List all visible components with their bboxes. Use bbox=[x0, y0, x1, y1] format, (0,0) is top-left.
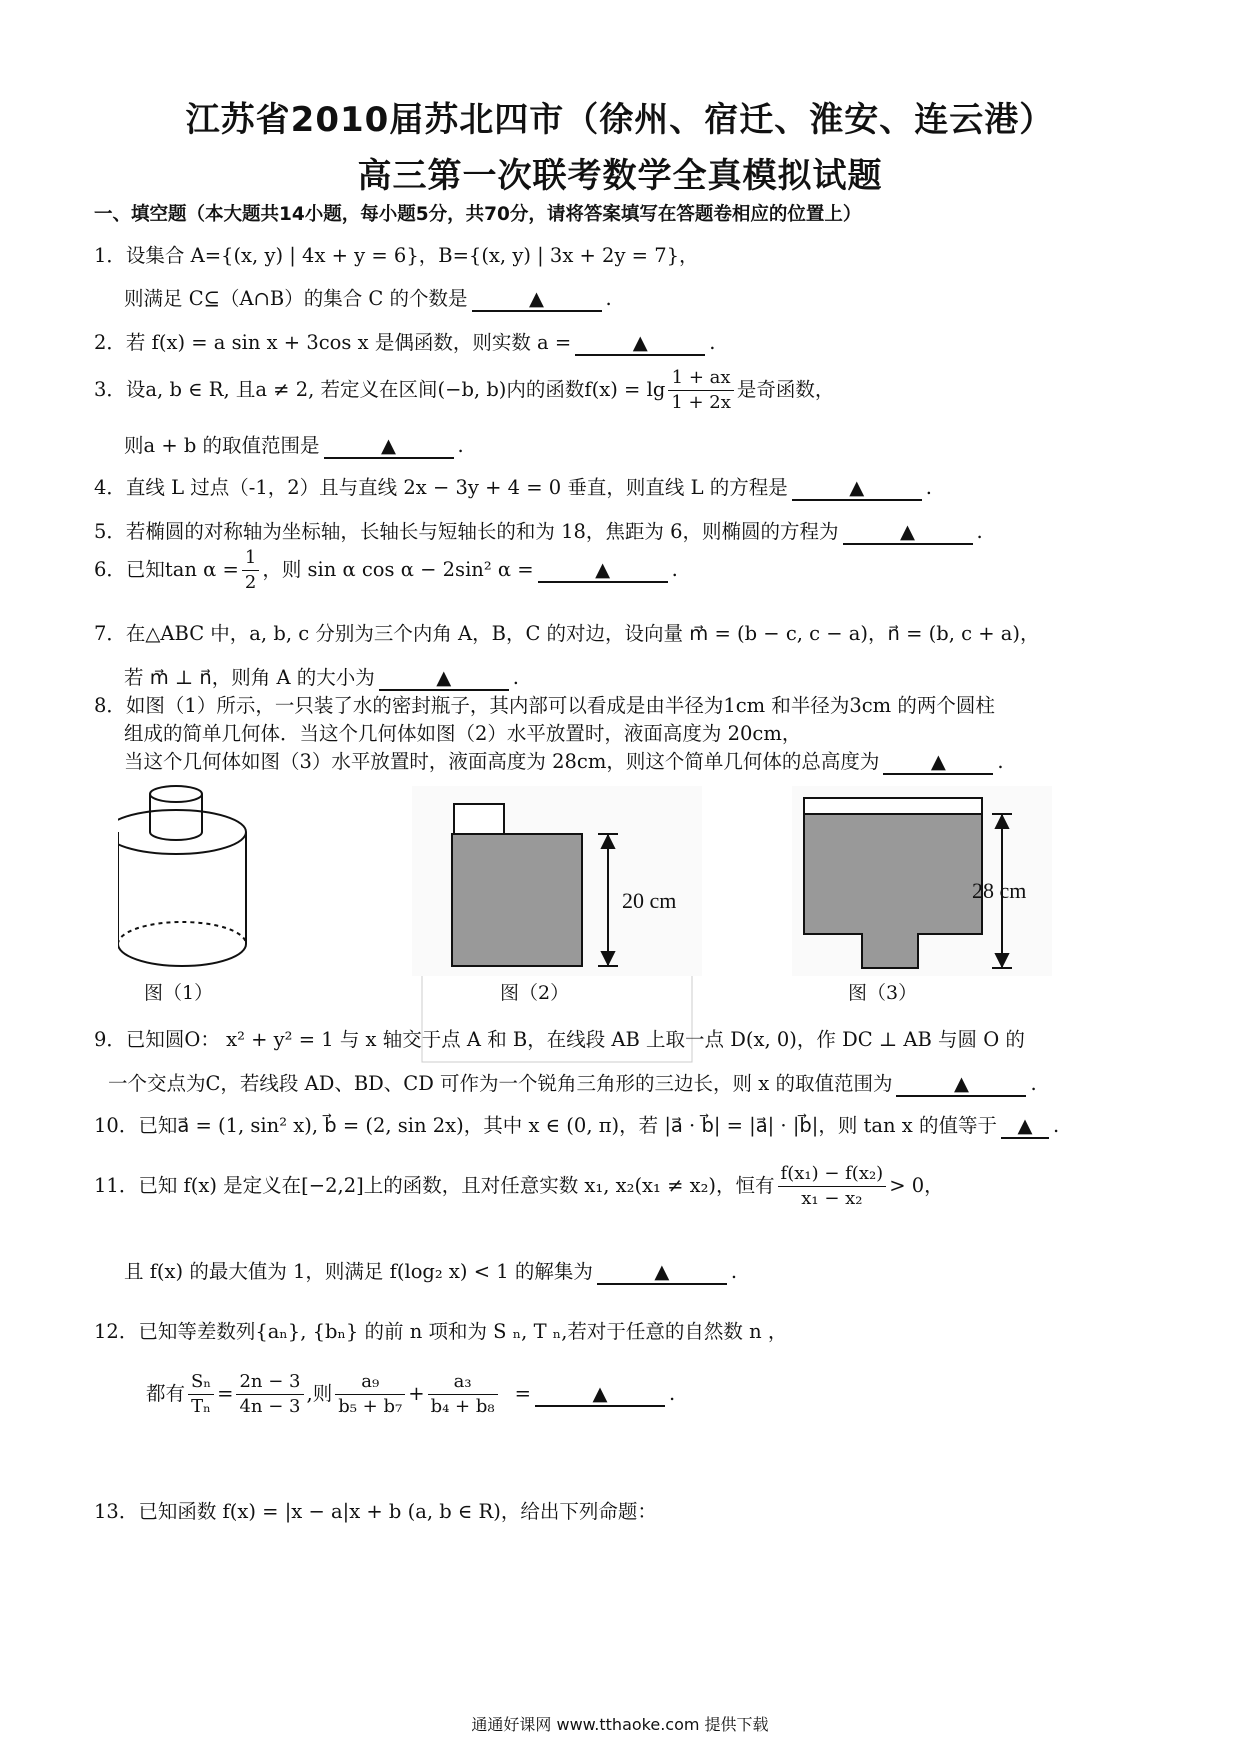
question-number: 7． bbox=[94, 622, 126, 645]
question-5 bbox=[94, 516, 983, 545]
question-text: 已知函数 f(x) = |x − a|x + b (a, b ∈ R)，给出下列命题： bbox=[138, 1500, 657, 1523]
question-text: 已知a⃗ = (1, sin² x), b⃗ = (2, sin 2x)，其中 x ∈ (0, π)，若 |a⃗ · b⃗| = |a⃗| · |b⃗|，则 tan x 的值等于 bbox=[138, 1114, 997, 1137]
question-number: 13． bbox=[94, 1500, 139, 1523]
question-end: . bbox=[997, 750, 1004, 773]
question-9-line-1 bbox=[94, 1024, 1025, 1052]
answer-blank[interactable]: ▲ bbox=[792, 477, 922, 501]
answer-blank[interactable]: ▲ bbox=[324, 435, 454, 459]
fraction bbox=[188, 1370, 214, 1419]
question-number: 8． bbox=[94, 694, 126, 717]
question-1-line-1 bbox=[94, 240, 699, 268]
fraction-numerator: 1 bbox=[242, 546, 259, 571]
answer-blank[interactable]: ▲ bbox=[472, 288, 602, 312]
question-end: . bbox=[671, 558, 678, 581]
fraction-denominator: 4n − 3 bbox=[239, 1396, 301, 1417]
question-number: 6． bbox=[94, 558, 126, 581]
question-3-line-2 bbox=[124, 430, 464, 459]
question-text: 一个交点为C，若线段 AD、BD、CD 可作为一个锐角三角形的三边长，则 x 的取值范围为 bbox=[108, 1072, 893, 1095]
question-text: 都有 bbox=[146, 1382, 186, 1405]
fraction-numerator: 2n − 3 bbox=[236, 1370, 303, 1395]
question-text: 设集合 A={(x, y) | 4x + y = 6}，B={(x, y) | 3x + 2y = 7}， bbox=[125, 244, 699, 267]
fraction bbox=[242, 546, 259, 595]
question-12-line-2 bbox=[146, 1370, 675, 1419]
title-line-2: 高三第一次联考数学全真模拟试题 bbox=[357, 156, 883, 196]
question-13 bbox=[94, 1496, 657, 1524]
fraction-denominator: 1 + 2x bbox=[671, 392, 731, 413]
equals-sign: = bbox=[217, 1382, 234, 1405]
question-7-line-2 bbox=[124, 662, 519, 691]
answer-blank[interactable]: ▲ bbox=[597, 1261, 727, 1285]
answer-blank[interactable]: ▲ bbox=[1001, 1115, 1049, 1139]
question-end: . bbox=[1052, 1114, 1060, 1137]
question-11-line-2 bbox=[124, 1256, 737, 1285]
figure-1-caption: 图（1） bbox=[144, 982, 214, 1004]
question-text: ,则 bbox=[306, 1382, 333, 1405]
question-number: 11． bbox=[94, 1174, 139, 1197]
question-text: 设a, b ∈ R, 且a ≠ 2, 若定义在区间(−b, b)内的函数f(x) = lg bbox=[125, 378, 666, 401]
question-text: 若 f(x) = a sin x + 3cos x 是偶函数，则实数 a = bbox=[125, 331, 572, 354]
fraction bbox=[335, 1370, 405, 1419]
fraction-numerator: 1 + ax bbox=[668, 366, 734, 391]
question-9-line-2 bbox=[108, 1068, 1037, 1097]
question-number: 2． bbox=[94, 331, 126, 354]
question-number: 10． bbox=[94, 1114, 139, 1137]
question-text: 已知tan α = bbox=[125, 558, 239, 581]
figure-3-height-label: 28 cm bbox=[972, 878, 1027, 903]
figure-1-bottle-diagram bbox=[118, 784, 288, 974]
footer-credit: 通通好课网 www.tthaoke.com 提供下载 bbox=[471, 1715, 769, 1734]
question-end: . bbox=[605, 287, 612, 310]
question-11-line-1 bbox=[94, 1162, 944, 1211]
question-4 bbox=[94, 472, 932, 501]
question-text: > 0， bbox=[889, 1174, 944, 1197]
question-number: 9． bbox=[94, 1028, 126, 1051]
question-end: . bbox=[730, 1260, 738, 1283]
question-end: . bbox=[668, 1382, 676, 1405]
fraction-numerator: a₃ bbox=[428, 1370, 498, 1395]
fraction-numerator: f(x₁) − f(x₂) bbox=[778, 1162, 887, 1187]
question-text: 则a + b 的取值范围是 bbox=[124, 434, 320, 457]
fraction bbox=[668, 366, 734, 415]
fraction bbox=[428, 1370, 498, 1419]
answer-blank[interactable]: ▲ bbox=[575, 332, 705, 356]
question-number: 3． bbox=[94, 378, 126, 401]
fraction bbox=[236, 1370, 303, 1419]
figure-3-container bbox=[792, 786, 1052, 976]
figure-2-height-label: 20 cm bbox=[622, 888, 677, 913]
question-text: 已知等差数列{aₙ}, {bₙ} 的前 n 项和为 S ₙ, T ₙ,若对于任意的自然数 n ， bbox=[138, 1320, 788, 1343]
answer-blank[interactable]: ▲ bbox=[535, 1383, 665, 1407]
fraction-denominator: Tₙ bbox=[191, 1396, 211, 1417]
question-text: 若 m⃗ ⊥ n⃗，则角 A 的大小为 bbox=[124, 666, 375, 689]
question-3-line-1 bbox=[94, 366, 834, 415]
fraction-numerator: Sₙ bbox=[188, 1370, 214, 1395]
answer-blank[interactable]: ▲ bbox=[896, 1073, 1026, 1097]
question-number: 1． bbox=[94, 244, 126, 267]
question-text: 则满足 C⊆（A∩B）的集合 C 的个数是 bbox=[124, 287, 468, 310]
figure-2-container bbox=[412, 786, 702, 976]
question-1-line-2 bbox=[124, 283, 612, 312]
question-2 bbox=[94, 327, 715, 356]
equals-sign: = bbox=[514, 1382, 531, 1405]
question-text: 组成的简单几何体．当这个几何体如图（2）水平放置时，液面高度为 20cm， bbox=[124, 722, 802, 745]
answer-blank[interactable]: ▲ bbox=[379, 667, 509, 691]
question-text: 当这个几何体如图（3）水平放置时，液面高度为 28cm，则这个简单几何体的总高度为 bbox=[124, 750, 880, 773]
question-end: . bbox=[709, 331, 716, 354]
figure-2-caption: 图（2） bbox=[500, 982, 570, 1004]
fraction-denominator: x₁ − x₂ bbox=[801, 1188, 863, 1209]
question-number: 5． bbox=[94, 520, 126, 543]
question-end: . bbox=[925, 476, 932, 499]
question-text: 已知圆O： x² + y² = 1 与 x 轴交于点 A 和 B，在线段 AB 上取一点 D(x, 0)，作 DC ⊥ AB 与圆 O 的 bbox=[125, 1028, 1025, 1051]
question-text: 在△ABC 中，a, b, c 分别为三个内角 A，B，C 的对边，设向量 m⃗ = (b − c, c − a)，n⃗ = (b, c + a)， bbox=[125, 622, 1040, 645]
question-text: ，则 sin α cos α − 2sin² α = bbox=[262, 558, 534, 581]
question-text: 是奇函数， bbox=[736, 378, 835, 401]
plus-sign: + bbox=[408, 1382, 425, 1405]
question-10 bbox=[94, 1110, 1059, 1139]
fraction bbox=[778, 1162, 887, 1211]
answer-blank[interactable]: ▲ bbox=[538, 559, 668, 583]
question-text: 已知 f(x) 是定义在[−2,2]上的函数，且对任意实数 x₁, x₂(x₁ ≠ x₂)，恒有 bbox=[138, 1174, 775, 1197]
answer-blank[interactable]: ▲ bbox=[883, 751, 993, 775]
answer-blank[interactable]: ▲ bbox=[843, 521, 973, 545]
question-end: . bbox=[457, 434, 464, 457]
figure-3-caption: 图（3） bbox=[848, 982, 918, 1004]
question-12-line-1 bbox=[94, 1316, 787, 1344]
question-text: 如图（1）所示，一只装了水的密封瓶子，其内部可以看成是由半径为1cm 和半径为3cm 的两个圆柱 bbox=[125, 694, 995, 717]
question-number: 12． bbox=[94, 1320, 139, 1343]
question-end: . bbox=[976, 520, 983, 543]
section-heading: 一、填空题（本大题共14小题，每小题5分，共70分，请将答案填写在答题卷相应的位置上） bbox=[94, 204, 862, 225]
question-text: 且 f(x) 的最大值为 1，则满足 f(log₂ x) < 1 的解集为 bbox=[124, 1260, 593, 1283]
question-8-line-2 bbox=[124, 718, 801, 746]
title-line-1: 江苏省2010届苏北四市（徐州、宿迁、淮安、连云港） bbox=[185, 100, 1055, 140]
question-8-line-1 bbox=[94, 690, 995, 718]
question-end: . bbox=[1030, 1072, 1037, 1095]
fraction-denominator: 2 bbox=[244, 572, 257, 593]
question-8-line-3 bbox=[124, 746, 1004, 775]
fraction-denominator: b₄ + b₈ bbox=[430, 1396, 495, 1417]
question-number: 4． bbox=[94, 476, 126, 499]
question-6 bbox=[94, 546, 678, 595]
question-7-line-1 bbox=[94, 618, 1040, 646]
question-text: 直线 L 过点（-1，2）且与直线 2x − 3y + 4 = 0 垂直，则直线 L 的方程是 bbox=[125, 476, 788, 499]
fraction-denominator: b₅ + b₇ bbox=[338, 1396, 403, 1417]
question-text: 若椭圆的对称轴为坐标轴，长轴长与短轴长的和为 18，焦距为 6，则椭圆的方程为 bbox=[125, 520, 839, 543]
fraction-numerator: a₉ bbox=[335, 1370, 405, 1395]
question-end: . bbox=[512, 666, 519, 689]
